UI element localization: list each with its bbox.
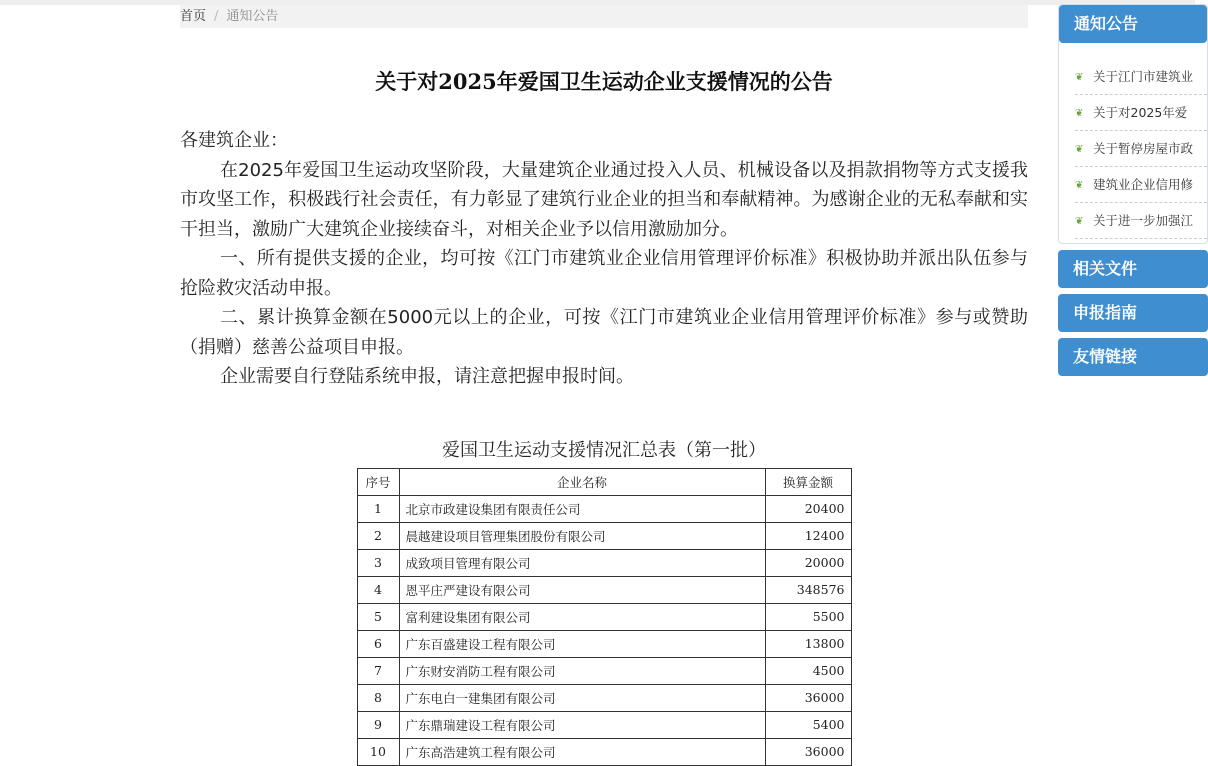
table-row [357, 549, 851, 576]
table-caption: 爱国卫生运动支援情况汇总表（第一批） [442, 439, 766, 461]
friendly-links-button[interactable]: 友情链接 [1058, 338, 1208, 376]
article-paragraph: 企业需要自行登陆系统申报，请注意把握申报时间。 [220, 366, 634, 387]
sprout-icon: ❦ [1075, 143, 1084, 155]
table-cell-company: 晨越建设项目管理集团股份有限公司 [399, 522, 765, 549]
table-cell-amount: 4500 [765, 657, 851, 684]
table-cell-no: 2 [357, 522, 399, 549]
notice-item-label: 关于江门市建筑业 [1093, 69, 1194, 84]
table-row [357, 603, 851, 630]
table-cell-company: 广东高浩建筑工程有限公司 [399, 738, 765, 765]
column-header-company: 企业名称 [399, 468, 765, 495]
column-header-amount: 换算金额 [765, 468, 851, 495]
sprout-icon: ❦ [1075, 71, 1084, 83]
sprout-icon: ❦ [1075, 179, 1084, 191]
table-cell-no: 6 [357, 630, 399, 657]
sprout-icon: ❦ [1075, 215, 1084, 227]
table-cell-no: 4 [357, 576, 399, 603]
table-cell-amount: 20000 [765, 549, 851, 576]
column-header-no: 序号 [357, 468, 399, 495]
sprout-icon: ❦ [1075, 107, 1084, 119]
table-row [357, 711, 851, 738]
notice-item[interactable] [1075, 203, 1207, 239]
table-cell-company: 成致项目管理有限公司 [399, 549, 765, 576]
table-cell-no: 8 [357, 684, 399, 711]
table-row [357, 495, 851, 522]
notice-item-label: 关于对2025年爱 [1093, 105, 1188, 120]
table-cell-amount: 36000 [765, 738, 851, 765]
main-content [180, 28, 1028, 766]
article-body [180, 126, 1028, 392]
table-cell-no: 9 [357, 711, 399, 738]
table-cell-amount: 13800 [765, 630, 851, 657]
table-cell-company: 广东财安消防工程有限公司 [399, 657, 765, 684]
article-paragraph: 二、累计换算金额在5000元以上的企业，可按《江门市建筑业企业信用管理评价标准》参与或赞助（捐赠）慈善公益项目申报。 [180, 307, 1028, 358]
notice-item-label: 建筑业企业信用修 [1093, 177, 1194, 192]
related-files-button[interactable]: 相关文件 [1058, 250, 1208, 288]
table-row [357, 522, 851, 549]
notice-panel [1058, 4, 1208, 244]
table-cell-amount: 36000 [765, 684, 851, 711]
table-cell-amount: 20400 [765, 495, 851, 522]
table-cell-no: 1 [357, 495, 399, 522]
notice-list [1059, 43, 1207, 243]
table-cell-no: 7 [357, 657, 399, 684]
notice-item[interactable] [1075, 95, 1207, 131]
table-row [357, 738, 851, 765]
table-cell-company: 北京市政建设集团有限责任公司 [399, 495, 765, 522]
notice-item[interactable] [1075, 131, 1207, 167]
breadcrumb [180, 5, 1028, 28]
table-cell-amount: 12400 [765, 522, 851, 549]
table-cell-no: 5 [357, 603, 399, 630]
table-row [357, 684, 851, 711]
summary-table [357, 468, 852, 766]
application-guide-button[interactable]: 申报指南 [1058, 294, 1208, 332]
sidebar [1058, 4, 1208, 376]
table-row [357, 630, 851, 657]
notice-item[interactable] [1075, 167, 1207, 203]
notice-item[interactable] [1075, 59, 1207, 95]
table-cell-amount: 348576 [765, 576, 851, 603]
table-cell-company: 富利建设集团有限公司 [399, 603, 765, 630]
table-cell-no: 3 [357, 549, 399, 576]
table-cell-no: 10 [357, 738, 399, 765]
table-cell-company: 恩平庄严建设有限公司 [399, 576, 765, 603]
page-title: 关于对2025年爱国卫生运动企业支援情况的公告 [375, 69, 833, 94]
table-cell-amount: 5400 [765, 711, 851, 738]
article-paragraph: 一、所有提供支援的企业，均可按《江门市建筑业企业信用管理评价标准》积极协助并派出队伍参与抢险救灾活动申报。 [180, 248, 1028, 299]
table-row [357, 576, 851, 603]
table-cell-company: 广东鼎瑞建设工程有限公司 [399, 711, 765, 738]
table-row [357, 657, 851, 684]
table-cell-company: 广东百盛建设工程有限公司 [399, 630, 765, 657]
table-cell-amount: 5500 [765, 603, 851, 630]
breadcrumb-current: 通知公告 [226, 9, 279, 24]
breadcrumb-separator: / [214, 9, 219, 24]
article-paragraph: 在2025年爱国卫生运动攻坚阶段，大量建筑企业通过投入人员、机械设备以及捐款捐物等方式支援我市攻坚工作，积极践行社会责任，有力彰显了建筑行业企业的担当和奉献精神。为感谢企业的无私奉献和实干担当，激励广大建筑企业接续奋斗，对相关企业予以信用激励加分。 [180, 159, 1028, 240]
breadcrumb-home-link[interactable]: 首页 [180, 9, 207, 24]
notice-item-label: 关于暂停房屋市政 [1093, 141, 1194, 156]
notice-item-label: 关于进一步加强江 [1093, 213, 1194, 228]
table-body [357, 495, 851, 765]
notice-panel-title[interactable]: 通知公告 [1059, 5, 1207, 43]
article-salutation: 各建筑企业： [180, 130, 288, 151]
table-cell-company: 广东电白一建集团有限公司 [399, 684, 765, 711]
table-header-row [357, 468, 851, 495]
